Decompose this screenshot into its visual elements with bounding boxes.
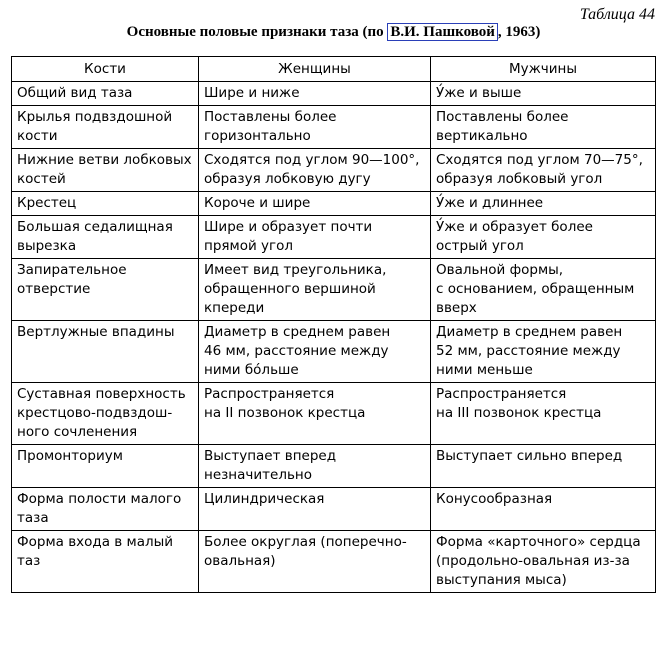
author-link[interactable]: В.И. Пашковой — [387, 23, 497, 41]
header-bones: Кости — [12, 57, 199, 82]
cell-women: Более округлая (поперечно- овальная) — [199, 531, 431, 593]
cell-bone: Промонториум — [12, 445, 199, 488]
cell-women: Имеет вид треугольника, обращенного вершиной кпереди — [199, 259, 431, 321]
cell-women: Короче и шире — [199, 192, 431, 216]
title-text-start: Основные половые признаки таза (по — [126, 24, 388, 40]
cell-women: Сходятся под углом 90—100°, образуя лобковую дугу — [199, 149, 431, 192]
cell-bone: Крылья подвздошной кости — [12, 106, 199, 149]
table-number-label: Таблица 44 — [579, 6, 655, 23]
pelvis-sex-differences-table — [11, 56, 656, 593]
cell-men: У́же и выше — [431, 82, 656, 106]
cell-men: Конусообразная — [431, 488, 656, 531]
header-row — [12, 57, 656, 82]
cell-men: Диаметр в среднем равен 52 мм, расстояние между ними меньше — [431, 321, 656, 383]
table-row — [12, 82, 656, 106]
cell-bone: Крестец — [12, 192, 199, 216]
table-row — [12, 106, 656, 149]
cell-women: Шире и образует почти прямой угол — [199, 216, 431, 259]
cell-bone: Форма полости малого таза — [12, 488, 199, 531]
table-row — [12, 192, 656, 216]
cell-bone: Большая седалищная вырезка — [12, 216, 199, 259]
cell-bone: Запирательное отверстие — [12, 259, 199, 321]
cell-women: Поставлены более горизонтально — [199, 106, 431, 149]
table-title — [0, 24, 667, 41]
cell-bone: Общий вид таза — [12, 82, 199, 106]
cell-women: Шире и ниже — [199, 82, 431, 106]
cell-women: Выступает вперед незначительно — [199, 445, 431, 488]
cell-men: Сходятся под углом 70—75°, образуя лобковый угол — [431, 149, 656, 192]
title-text-end: , 1963) — [497, 24, 541, 40]
table-row — [12, 321, 656, 383]
cell-bone: Суставная поверхность крестцово-подвздош- ного сочленения — [12, 383, 199, 445]
table-row — [12, 488, 656, 531]
cell-women: Распространяется на II позвонок крестца — [199, 383, 431, 445]
cell-bone: Форма входа в малый таз — [12, 531, 199, 593]
cell-women: Цилиндрическая — [199, 488, 431, 531]
table-row — [12, 383, 656, 445]
cell-bone: Нижние ветви лобковых костей — [12, 149, 199, 192]
cell-women: Диаметр в среднем равен 46 мм, расстояние между ними бо́льше — [199, 321, 431, 383]
cell-men: Распространяется на III позвонок крестца — [431, 383, 656, 445]
cell-men: Выступает сильно вперед — [431, 445, 656, 488]
cell-men: Овальной формы, с основанием, обращенным вверх — [431, 259, 656, 321]
table-row — [12, 445, 656, 488]
cell-men: Форма «карточного» сердца (продольно-овальная из-за выступания мыса) — [431, 531, 656, 593]
table-row — [12, 216, 656, 259]
header-men: Мужчины — [431, 57, 656, 82]
cell-men: Поставлены более вертикально — [431, 106, 656, 149]
cell-men: У́же и образует более острый угол — [431, 216, 656, 259]
cell-men: У́же и длиннее — [431, 192, 656, 216]
table-row — [12, 259, 656, 321]
table-row — [12, 149, 656, 192]
cell-bone: Вертлужные впадины — [12, 321, 199, 383]
table-row — [12, 531, 656, 593]
header-women: Женщины — [199, 57, 431, 82]
